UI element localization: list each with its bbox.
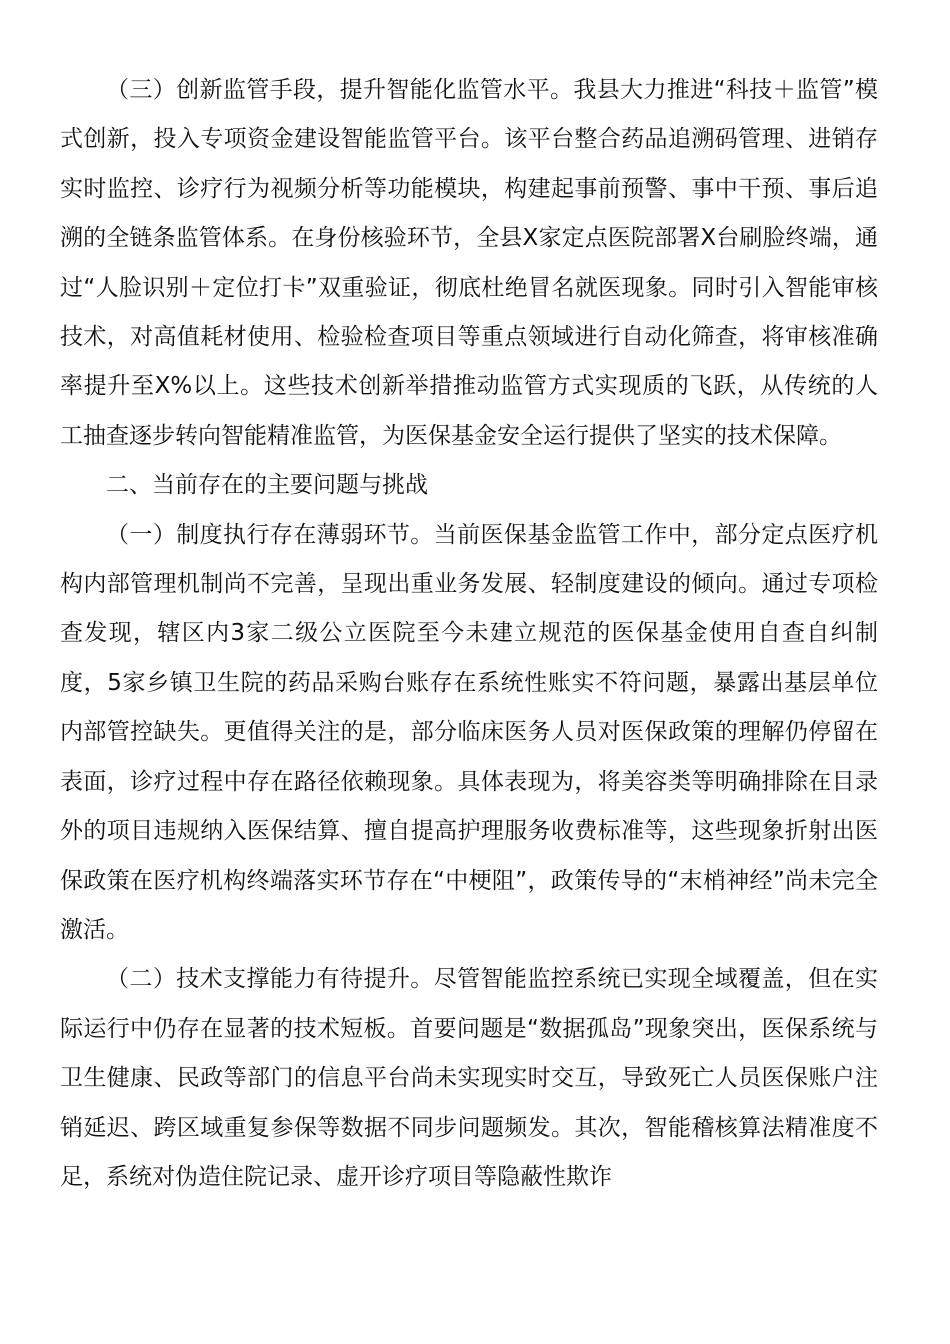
document-body — [60, 66, 878, 1202]
paragraph-technical-support: （二）技术支撑能力有待提升。尽管智能监控系统已实现全域覆盖，但在实际运行中仍存在显著的技术短板。首要问题是“数据孤岛”现象突出，医保系统与卫生健康、民政等部门的信息平台尚未实现实时交互，导致死亡人员医保账户注销延迟、跨区域重复参保等数据不同步问题频发。其次，智能稽核算法精准度不足，系统对伪造住院记录、虚开诊疗项目等隐蔽性欺诈 — [60, 966, 878, 1190]
section-heading-main-problems: 二、当前存在的主要问题与挑战 — [106, 472, 428, 499]
paragraph-innovation-supervision: （三）创新监管手段，提升智能化监管水平。我县大力推进“科技＋监管”模式创新，投入专项资金建设智能监管平台。该平台整合药品追溯码管理、进销存实时监控、诊疗行为视频分析等功能模块，构建起事前预警、事中干预、事后追溯的全链条监管体系。在身份核验环节，全县X家定点医院部署X台刷脸终端，通过“人脸识别＋定位打卡”双重验证，彻底杜绝冒名就医现象。同时引入智能审核技术，对高值耗材使用、检验检查项目等重点领域进行自动化筛查，将审核准确率提升至X%以上。这些技术创新举措推动监管方式实现质的飞跃，从传统的人工抽查逐步转向智能精准监管，为医保基金安全运行提供了坚实的技术保障。 — [60, 77, 878, 449]
paragraph-system-execution: （一）制度执行存在薄弱环节。当前医保基金监管工作中，部分定点医疗机构内部管理机制尚不完善，呈现出重业务发展、轻制度建设的倾向。通过专项检查发现，辖区内3家二级公立医院至今未建立规范的医保基金使用自查自纠制度，5家乡镇卫生院的药品采购台账存在系统性账实不符问题，暴露出基层单位内部管控缺失。更值得关注的是，部分临床医务人员对医保政策的理解仍停留在表面，诊疗过程中存在路径依赖现象。具体表现为，将美容类等明确排除在目录外的项目违规纳入医保结算、擅自提高护理服务收费标准等，这些现象折射出医保政策在医疗机构终端落实环节存在“中梗阻”，政策传导的“末梢神经”尚未完全激活。 — [60, 521, 878, 943]
